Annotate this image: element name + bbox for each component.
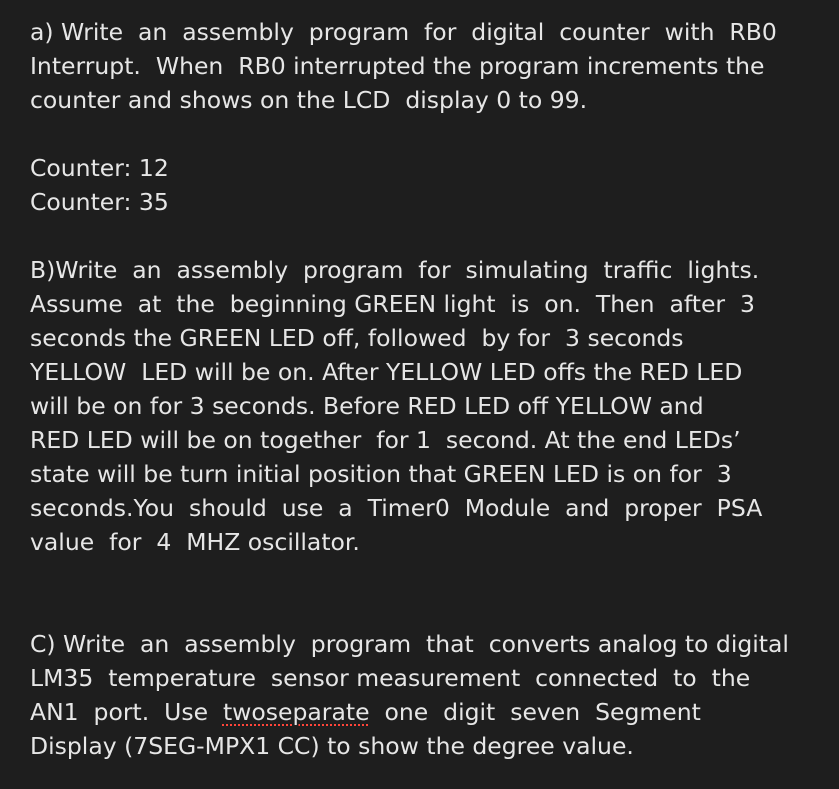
section-b-line: RED LED will be on together for 1 second. At the end LEDs’ — [30, 426, 741, 454]
section-b-line: value for 4 MHZ oscillator. — [30, 528, 360, 556]
section-c — [30, 627, 820, 763]
section-a-line: a) Write an assembly program for digital counter with RB0 — [30, 18, 777, 46]
section-b-line: will be on for 3 seconds. Before RED LED off YELLOW and — [30, 392, 704, 420]
section-b-line: state will be turn initial position that GREEN LED is on for 3 — [30, 460, 732, 488]
section-a — [30, 15, 820, 117]
spacer — [30, 559, 820, 627]
section-c-text: one digit seven Segment — [369, 698, 701, 726]
section-c-text: AN1 port. Use — [30, 698, 223, 726]
counter-example: Counter: 35 — [30, 188, 169, 216]
section-c-line — [30, 695, 820, 729]
section-b — [30, 253, 820, 559]
section-c-line: C) Write an assembly program that converts analog to digital — [30, 630, 789, 658]
section-a-line: counter and shows on the LCD display 0 to 99. — [30, 86, 588, 114]
section-b-line: Assume at the beginning GREEN light is on. Then after 3 — [30, 290, 755, 318]
section-b-line: B)Write an assembly program for simulating traffic lights. — [30, 256, 760, 284]
document-body — [30, 15, 820, 763]
spacer — [30, 117, 820, 151]
section-a-line: Interrupt. When RB0 interrupted the program increments the — [30, 52, 765, 80]
spacer — [30, 219, 820, 253]
section-b-line: YELLOW LED will be on. After YELLOW LED offs the RED LED — [30, 358, 743, 386]
section-b-line: seconds the GREEN LED off, followed by for 3 seconds — [30, 324, 684, 352]
section-b-line: seconds.You should use a Timer0 Module and proper PSA — [30, 494, 763, 522]
section-c-line: LM35 temperature sensor measurement connected to the — [30, 664, 751, 692]
section-c-line: Display (7SEG-MPX1 CC) to show the degree value. — [30, 732, 634, 760]
misspelled-word[interactable]: twoseparate — [222, 698, 370, 726]
counter-example: Counter: 12 — [30, 154, 169, 182]
counter-examples — [30, 151, 820, 219]
